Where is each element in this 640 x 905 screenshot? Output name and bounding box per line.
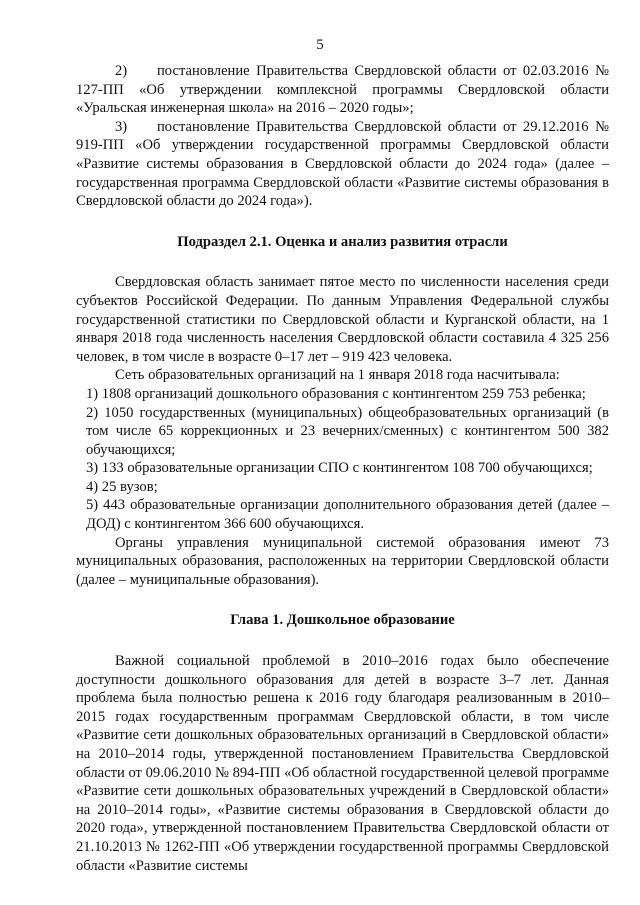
intro-list-text: постановление Правительства Свердловской области от 02.03.2016 № 127-ПП «Об утверждении комплексной программы Свердловской области «Уральская инженерная школа» на 2016 – 2020 годы»; [76, 63, 609, 117]
list-item: 4) 25 вузов; [86, 478, 158, 495]
intro-list-item [76, 62, 609, 118]
page-content [76, 62, 609, 875]
intro-list-number: 3) [115, 118, 128, 135]
intro-list-number: 2) [115, 63, 128, 79]
section-heading: Подраздел 2.1. Оценка и анализ развития отрасли [177, 233, 508, 250]
paragraph: Свердловская область занимает пятое место по численности населения среди субъектов Российской Федерации. По данным Управления Федеральной службы государственной статистики по Свердловской области и Курганской области, на 1 января 2018 года численность населения Свердловской области составила 4 325 256 человек, в том числе в возрасте 0–17 лет – 919 423 человека. [76, 274, 609, 365]
paragraph: Сеть образовательных организаций на 1 января 2018 года насчитывала: [115, 367, 560, 384]
list-item: 3) 133 образовательные организации СПО с контингентом 108 700 обучающихся; [86, 460, 593, 477]
list-item: 2) 1050 государственных (муниципальных) общеобразовательных организаций (в том числе 65 коррекционных и 23 вечерних/сменных) с контингентом 500 382 обучающихся; [86, 404, 609, 458]
intro-list-text: постановление Правительства Свердловской области от 29.12.2016 № 919-ПП «Об утверждении государственной программы Свердловской области «Развитие системы образования в Свердловской области до 2024 года» (далее – государственная программа Свердловской области «Развитие системы образования в Свердловской области до 2024 года»). [76, 118, 609, 210]
chapter-heading: Глава 1. Дошкольное образование [230, 612, 455, 629]
paragraph: Важной социальной проблемой в 2010–2016 годах было обеспечение доступности дошкольного образования для детей в возрасте 3–7 лет. Данная проблема была полностью решена к 2016 году благодаря реализованным в 2010–2015 годах государственным программам Свердловской области, в том числе «Развитие сети дошкольных образовательных организаций в Свердловской области» на 2010–2014 годы, утвержденной постановлением Правительства Свердловской области от 09.06.2010 № 894-ПП «Об областной государственной целевой программе «Развитие сети дошкольных образовательных учреждений в Свердловской области» на 2010–2014 годы», «Развитие системы образования в Свердловской области до 2020 года», утвержденной постановлением Правительства Свердловской области от 21.10.2013 № 1262-ПП «Об утверждении государственной программы Свердловской области «Развитие системы [76, 653, 609, 874]
list-item: 5) 443 образовательные организации дополнительного образования детей (далее – ДОД) с контингентом 366 600 обучающихся. [86, 497, 609, 533]
intro-list-item [76, 118, 609, 211]
paragraph: Органы управления муниципальной системой образования имеют 73 муниципальных образования, расположенных на территории Свердловской области (далее – муниципальные образования). [76, 534, 609, 588]
page-number: 5 [316, 37, 324, 53]
list-item: 1) 1808 организаций дошкольного образования с контингентом 259 753 ребенка; [86, 385, 586, 402]
